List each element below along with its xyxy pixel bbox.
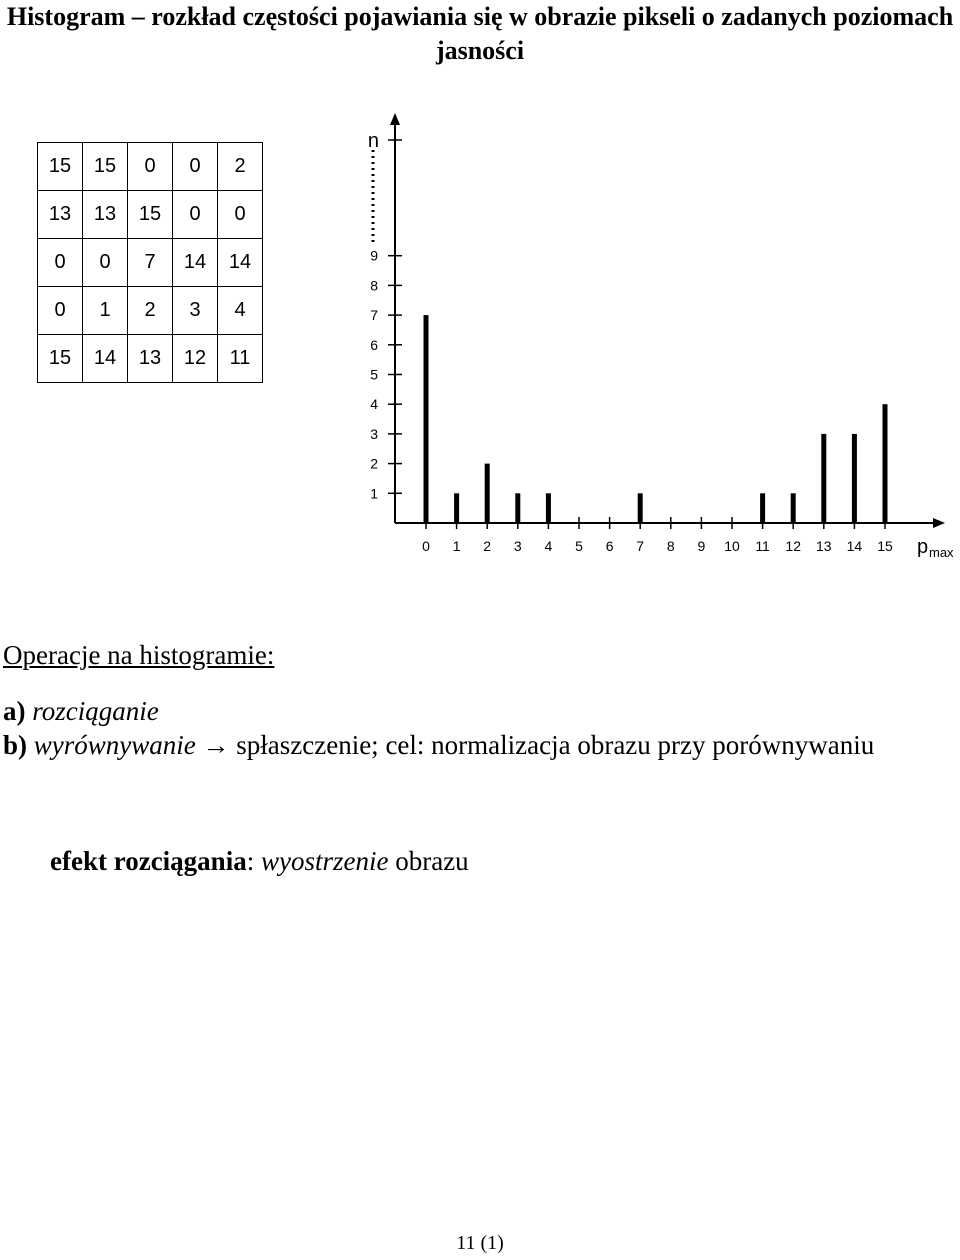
y-tick-label: 4 — [370, 396, 378, 413]
operations-heading: Operacje na histogramie: — [3, 640, 275, 670]
pixel-cell: 0 — [38, 239, 83, 287]
pixel-cell: 11 — [218, 335, 263, 383]
pixel-table — [37, 142, 263, 383]
effect-line — [50, 846, 469, 877]
pixel-row — [38, 287, 263, 335]
pixel-cell: 15 — [38, 143, 83, 191]
x-tick-label: 14 — [846, 538, 863, 554]
pixel-cell: 0 — [173, 143, 218, 191]
pixel-cell: 13 — [128, 335, 173, 383]
pixel-cell: 4 — [218, 287, 263, 335]
y-tick-label: 9 — [370, 247, 378, 264]
x-tick-label: 5 — [575, 538, 583, 554]
histogram-bar — [546, 493, 551, 523]
pixel-cell: 1 — [83, 287, 128, 335]
pixel-cell: 0 — [173, 191, 218, 239]
histogram-bar — [515, 493, 520, 523]
histogram-bar — [791, 493, 796, 523]
pixel-cell: 15 — [128, 191, 173, 239]
operation-b-label: b) — [3, 730, 28, 760]
x-tick-label: 7 — [636, 538, 645, 554]
operations-section — [3, 638, 943, 762]
y-tick-label: 1 — [370, 485, 378, 502]
x-tick-label: 3 — [513, 538, 522, 554]
operation-b — [3, 728, 943, 762]
pixel-row — [38, 143, 263, 191]
x-axis-arrow-icon — [933, 518, 945, 528]
arrow-icon: → — [202, 730, 230, 760]
pixel-row — [38, 335, 263, 383]
y-tick-label: 8 — [370, 277, 378, 294]
pixel-cell: 3 — [173, 287, 218, 335]
x-tick-label: 0 — [422, 538, 430, 554]
histogram-bar — [424, 315, 429, 523]
operation-b-rest: spłaszczenie; cel: normalizacja obrazu przy porównywaniu — [236, 730, 875, 760]
x-axis-label: p — [917, 536, 929, 558]
x-tick-label: 13 — [816, 538, 832, 554]
histogram-bar — [454, 493, 459, 523]
pixel-grid — [37, 142, 263, 383]
effect-rest: obrazu — [395, 846, 469, 876]
x-tick-label: 1 — [452, 538, 461, 554]
pixel-cell: 2 — [128, 287, 173, 335]
y-tick-label: 7 — [370, 307, 378, 324]
pixel-row — [38, 239, 263, 287]
pixel-cell: 13 — [38, 191, 83, 239]
x-tick-label: 6 — [605, 538, 614, 554]
x-axis-label-subscript: max — [929, 545, 954, 560]
effect-italic: wyostrzenie — [260, 846, 389, 876]
x-tick-label: 2 — [483, 538, 492, 554]
pixel-row — [38, 191, 263, 239]
histogram-bar — [485, 464, 490, 523]
y-axis-label: n — [367, 130, 379, 152]
histogram-bar — [821, 434, 826, 523]
x-tick-label: 15 — [877, 538, 893, 554]
pixel-cell: 15 — [83, 143, 128, 191]
pixel-cell: 7 — [128, 239, 173, 287]
effect-colon: : — [246, 846, 255, 876]
pixel-cell: 0 — [38, 287, 83, 335]
pixel-cell: 15 — [38, 335, 83, 383]
x-tick-label: 12 — [785, 538, 801, 554]
operation-a — [3, 694, 943, 728]
histogram-bar — [638, 493, 643, 523]
histogram-bar — [760, 493, 765, 523]
histogram-bar — [883, 404, 888, 523]
histogram-bars — [424, 315, 888, 523]
histogram-chart — [355, 105, 960, 565]
operation-a-label: a) — [3, 696, 26, 726]
page-title: Histogram – rozkład częstości pojawiania się w obrazie pikseli o zadanych poziomach jasności — [6, 2, 954, 65]
x-tick-label: 8 — [666, 538, 675, 554]
page-number: 11 (1) — [456, 1232, 504, 1254]
effect-bold: efekt rozciągania — [50, 846, 247, 876]
pixel-cell: 2 — [218, 143, 263, 191]
y-tick-label: 2 — [370, 455, 378, 472]
y-tick-label: 6 — [370, 336, 378, 353]
y-tick-label: 5 — [370, 366, 378, 383]
pixel-cell: 14 — [173, 239, 218, 287]
y-tick-label: 3 — [370, 425, 378, 442]
x-tick-label: 10 — [724, 538, 740, 554]
y-axis-arrow-icon — [390, 113, 400, 125]
pixel-cell: 13 — [83, 191, 128, 239]
pixel-cell: 0 — [128, 143, 173, 191]
pixel-cell: 14 — [218, 239, 263, 287]
histogram-bar — [852, 434, 857, 523]
pixel-cell: 0 — [218, 191, 263, 239]
x-tick-label: 9 — [697, 538, 706, 554]
operation-b-text: wyrównywanie — [33, 730, 196, 760]
pixel-cell: 14 — [83, 335, 128, 383]
x-tick-label: 4 — [544, 538, 553, 554]
pixel-cell: 12 — [173, 335, 218, 383]
histogram-axes — [373, 113, 945, 529]
x-tick-label: 11 — [755, 538, 770, 554]
operation-a-text: rozciąganie — [32, 696, 159, 726]
pixel-cell: 0 — [83, 239, 128, 287]
